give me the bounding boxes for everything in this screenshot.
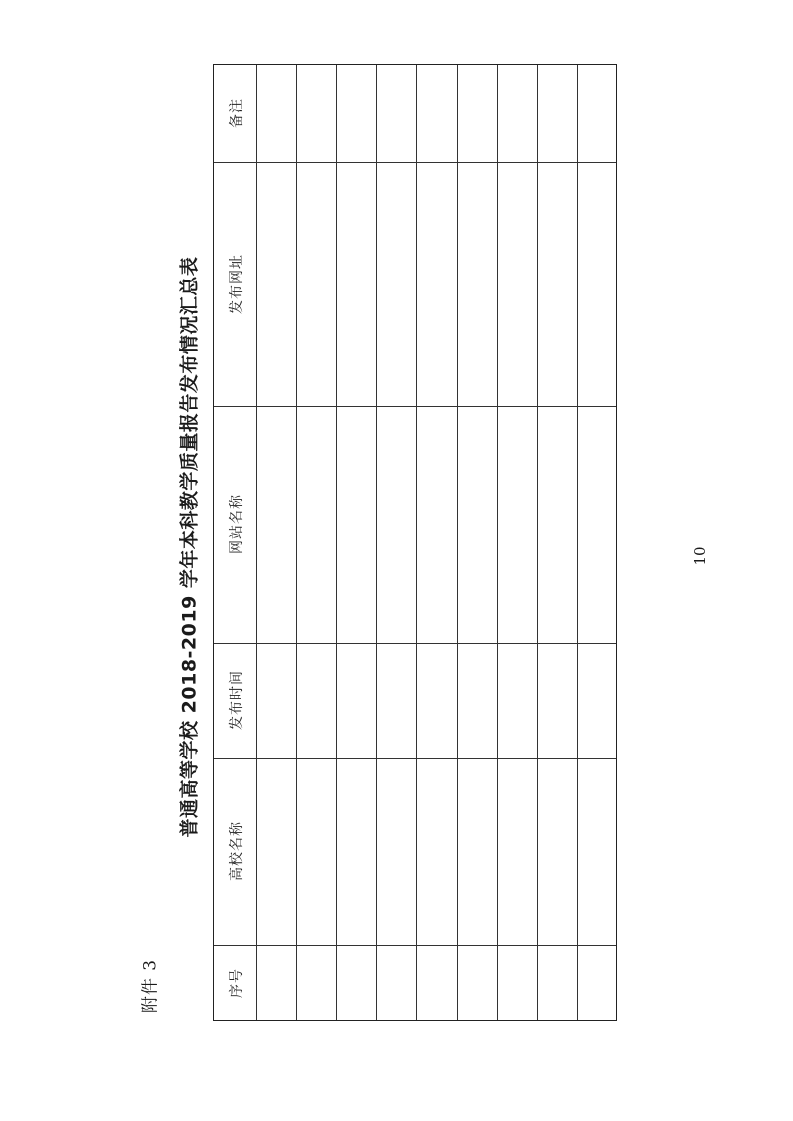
row-divider — [336, 65, 337, 1020]
row-divider — [416, 65, 417, 1020]
header-serial-number: 序号 — [229, 968, 245, 998]
row-divider — [497, 65, 498, 1020]
column-divider — [214, 945, 616, 946]
summary-table — [213, 64, 617, 1021]
row-divider — [537, 65, 538, 1020]
column-divider — [214, 758, 616, 759]
row-divider — [577, 65, 578, 1020]
column-divider — [214, 406, 616, 407]
header-remarks: 备注 — [229, 98, 245, 128]
row-divider — [296, 65, 297, 1020]
header-website-name: 网站名称 — [229, 494, 245, 554]
page-number: 10 — [691, 546, 709, 566]
attachment-label: 附件 3 — [140, 958, 161, 1014]
header-publish-url: 发布网址 — [229, 254, 245, 314]
row-divider — [256, 65, 257, 1020]
header-publish-date: 发布时间 — [229, 670, 245, 730]
row-divider — [376, 65, 377, 1020]
column-divider — [214, 643, 616, 644]
row-divider — [457, 65, 458, 1020]
column-divider — [214, 162, 616, 163]
header-school-name: 高校名称 — [229, 821, 245, 881]
document-title: 普通高等学校 2018-2019 学年本科教学质量报告发布情况汇总表 — [178, 256, 201, 838]
